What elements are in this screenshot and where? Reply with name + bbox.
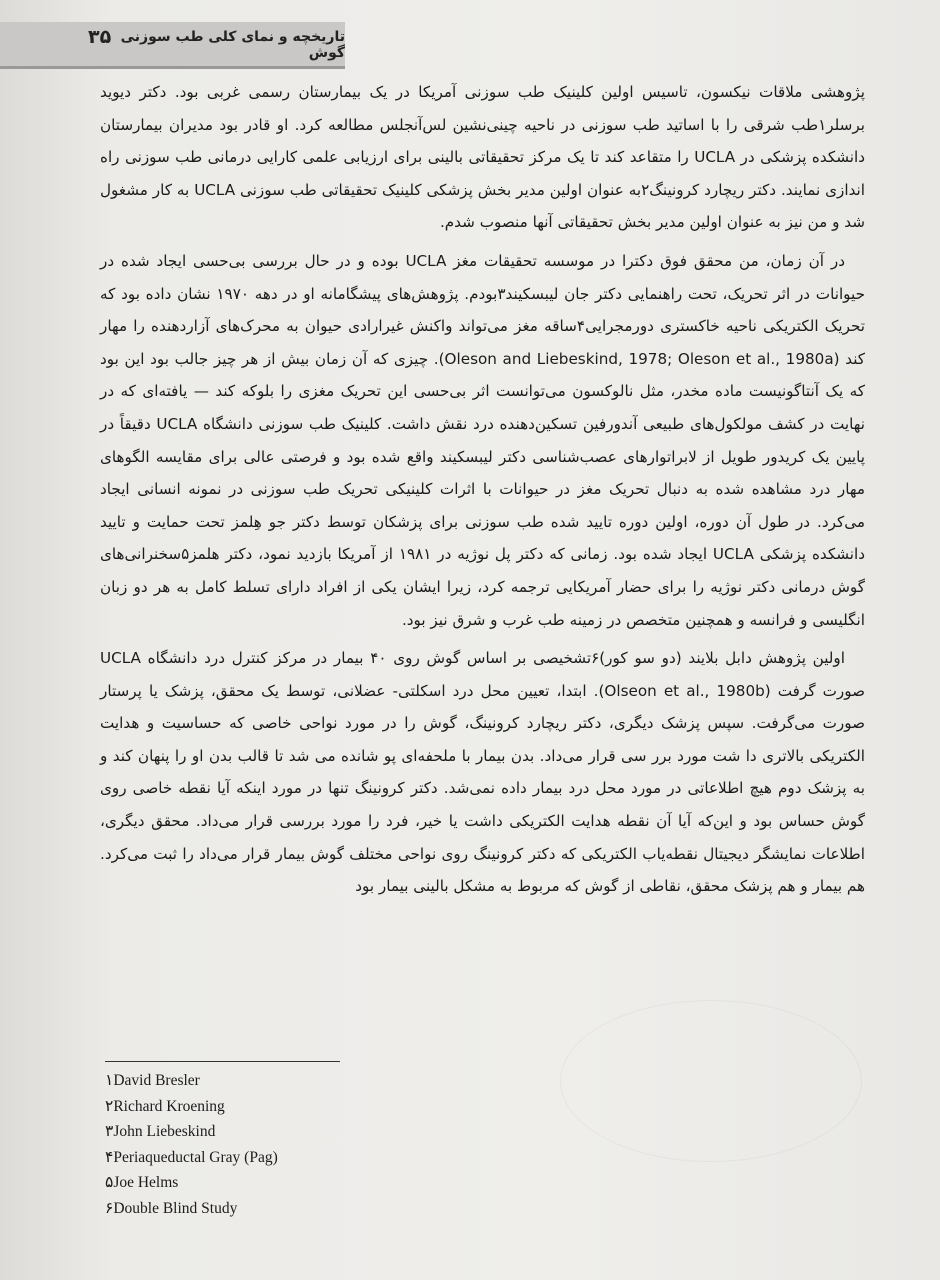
footnote-6: ۶Double Blind Study [105,1199,238,1217]
footnote-3: ۳John Liebeskind [105,1123,216,1140]
body-text [100,76,865,909]
footnote-2: ۲Richard Kroening [105,1097,225,1115]
paragraph-3: اولین پژوهش دابل بلایند (دو سو کور)۶تشخیصی بر اساس گوش روی ۴۰ بیمار در مرکز کنترل درد دانشگاه UCLA صورت گرفت (Olseon et al., 1980b). ابتدا، تعیین محل درد اسکلتی- عضلانی، توسط یک محقق، پزشک یا پرستار صورت می‌گرفت. سپس پزشک دیگری، دکتر ریچارد کرونینگ، گوش را در مورد نواحی خاصی که حساسیت و هدایت الکتریکی بالاتری دا شت مورد برر سی قرار می‌داد. بدن بیمار با ملحفه‌ای پو شانده می شد تا قالب بدن او را پنهان کند و به پزشک دوم هیچ اطلاعاتی در مورد محل درد بیمار داده نمی‌شد. دکتر کرونینگ تنها در مورد اینکه آیا نقطه خاصی روی گوش حساس بود و این‌که آیا آن نقطه هدایت الکتریکی داشت یا خیر، فرد را مورد بررسی قرار می‌داد. محقق دیگری، اطلاعات نمایشگر دیجیتال نقطه‌یاب الکتریکی که دکتر کرونینگ روی نواحی مختلف گوش بیمار قرار می‌داد را ثبت می‌کرد. هم بیمار و هم پزشک محقق، نقاطی از گوش که مربوط به مشکل بالینی بیمار بود [100,649,865,896]
paragraph-2: در آن زمان، من محقق فوق دکترا در موسسه تحقیقات مغز UCLA بوده و در حال بررسی بی‌حسی ایجاد شده در حیوانات در اثر تحریک، تحت راهنمایی دکتر جان لیبسکیند۳بودم. پژوهش‌های پیشگامانه او در دهه ۱۹۷۰ نشان داده بود که تحریک الکتریکی ناحیه خاکستری دورمجرایی۴ساقه مغز می‌تواند واکنش غیرارادی حیوان به محرک‌های آزاردهنده را مهار کند (Oleson and Liebeskind, 1978; Oleson et al., 1980a). چیزی که آن زمان بیش از هر چیز جالب بود این بود که یک آنتاگونیست ماده مخدر، مثل نالوکسون می‌توانست اثر بی‌حسی این تحریک مغزی را بلوکه کند — یافته‌ای که در نهایت در کشف مولکول‌های طبیعی آندورفین تسکین‌دهنده درد نقش داشت. کلینیک طب سوزنی دانشگاه UCLA دقیقاً در پایین یک کریدور طویل از لابراتوارهای عصب‌شناسی دکتر لیبسکیند واقع شده بود و فرصتی عالی برای مقایسه الگوهای مهار درد مشاهده شده به دنبال تحریک مغز در حیوانات با اثرات کلینیکی تحریک طب سوزنی در نمونه انسانی ایجاد می‌کرد. در طول آن دوره، اولین دوره تایید شده طب سوزنی برای پزشکان توسط دکتر جو هِلمز تحت حمایت و تایید دانشکده پزشکی UCLA ایجاد شده بود. زمانی که دکتر پل نوژیه در ۱۹۸۱ از آمریکا بازدید نمود، دکتر هلمز۵سخنرانی‌های گوش درمانی دکتر نوژیه را برای حضار آمریکایی ترجمه کرد، زیرا ایشان یکی از افراد دارای تسلط کامل به هر دو زبان انگلیسی و فرانسه و همچنین متخصص در زمینه طب غرب و شرق نیز بود. [100,251,866,629]
running-header [0,22,345,69]
footnotes [105,1068,505,1221]
footnote-5: ۵Joe Helms [105,1174,179,1191]
chapter-title: تاریخچه و نمای کلی طب سوزنی گوش [120,29,345,61]
page-number: ۳۵ [88,26,112,48]
footnote-4: ۴Periaqueductal Gray (Pag) [105,1148,278,1166]
bleed-through-shadow [560,1000,862,1162]
paragraph-1: پژوهشی ملاقات نیکسون، تاسیس اولین کلینیک طب سوزنی آمریکا در یک بیمارستان رسمی غربی بود. دکتر دیوید برسلر۱طب شرقی را با اساتید طب سوزنی در ناحیه چینی‌نشین لس‌آنجلس مطالعه کرد. او قادر بود مدیران بیمارستان دانشکده پزشکی در UCLA را متقاعد کند تا یک مرکز تحقیقاتی بالینی برای ارزیابی علمی کارایی درمانی طب سوزنی راه اندازی نمایند. دکتر ریچارد کرونینگ۲به عنوان اولین مدیر بخش پزشکی کلینیک تحقیقاتی طب سوزنی UCLA به کار مشغول شد و من نیز به عنوان اولین مدیر بخش تحقیقاتی آنها منصوب شدم. [100,83,865,232]
footnote-divider [105,1061,340,1062]
footnote-1: ۱David Bresler [105,1072,200,1089]
